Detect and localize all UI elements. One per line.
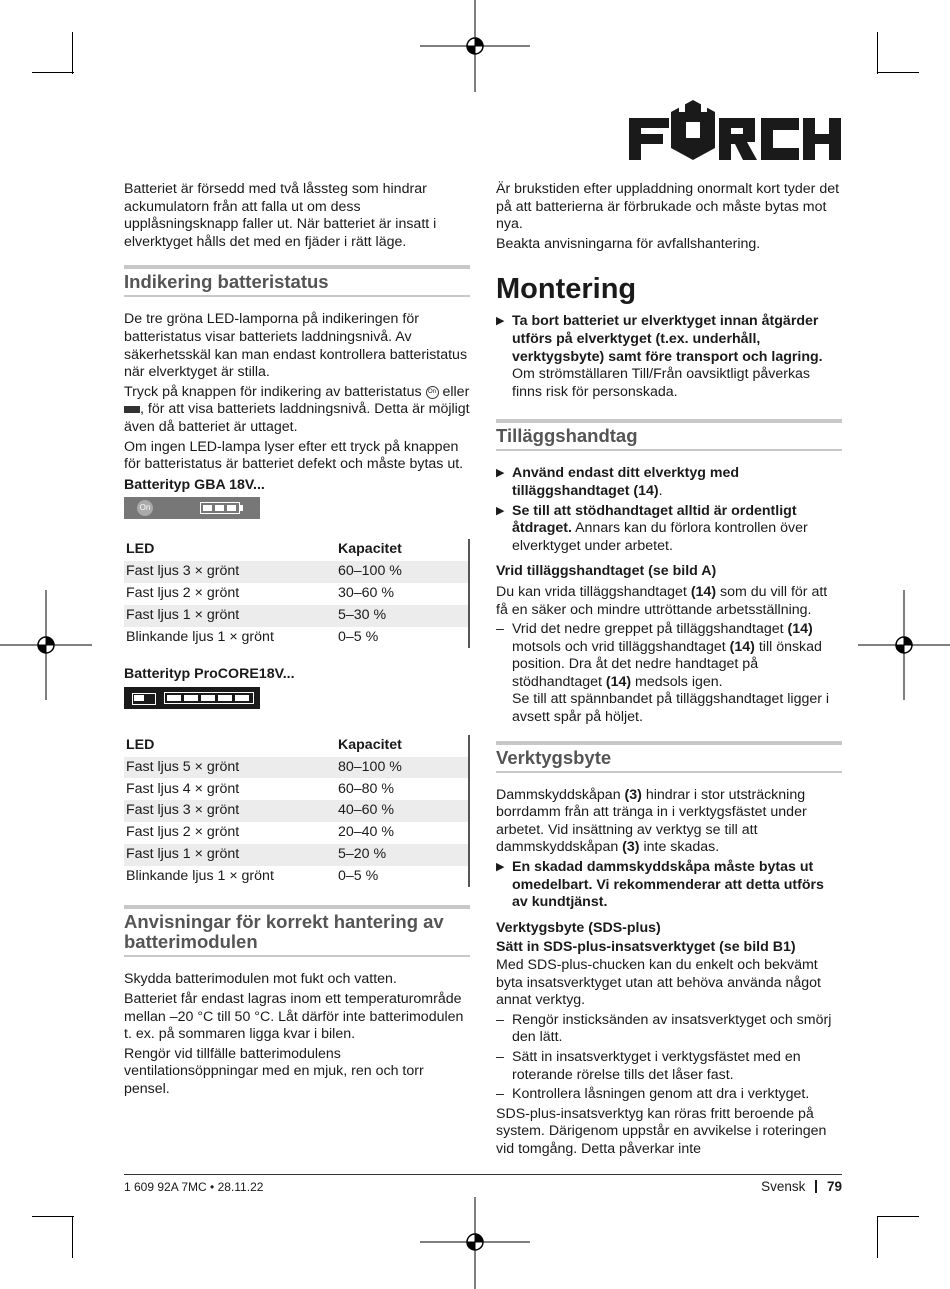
warning-bullet	[496, 465, 842, 500]
heading-montering: Montering	[496, 273, 637, 306]
registration-mark-top	[420, 0, 530, 92]
text-span: Om strömställaren Till/Från oavsiktligt påverkas finns risk för personskada.	[512, 366, 811, 400]
intro-paragraph: Batteriet är försedd med två låssteg som hindrar ackumulatorn från att falla ut om dess upplåsningsknapp faller ut. När batteriet är insatt i elverktyget hålls det med en fjäder i rätt läge.	[124, 181, 437, 250]
text-span: Dammskyddskåpan	[496, 786, 625, 803]
battery-type-procore-label: Batterityp ProCORE18V...	[124, 666, 295, 683]
table-cell: Blinkande ljus 1 × grönt	[126, 628, 274, 645]
battery-status-paragraph-2	[124, 384, 470, 437]
crop-mark	[877, 32, 878, 74]
section-title-battery-handling: Anvisningar för korrekt hantering av batterimodulen	[124, 905, 470, 957]
warning-bullet	[496, 859, 842, 912]
table-cell: Fast ljus 2 × grönt	[126, 585, 240, 601]
table-cell: Blinkande ljus 1 × grönt	[126, 867, 274, 884]
rotate-handle-label: Vrid tilläggshandtaget (se bild A)	[496, 563, 717, 580]
handling-paragraph-3: Rengör vid tillfälle batterimodulens ventilationsöppningar med en mjuk, ren och torr pensel.	[124, 1045, 424, 1098]
sds-insert-label: Sätt in SDS-plus-insatsverktyget (se bild B1)	[496, 939, 796, 956]
table-header: LED	[126, 541, 155, 558]
text-span: Du kan vrida tilläggshandtaget	[496, 583, 691, 600]
led-bar-graphic	[164, 692, 254, 704]
dash-marker: –	[496, 1086, 504, 1103]
crop-mark	[72, 1216, 73, 1258]
crop-mark	[32, 1216, 74, 1217]
text-span: motsols och vrid tilläggshandtaget	[512, 638, 730, 655]
on-button-icon: On	[426, 386, 439, 399]
text-span: Vrid det nedre greppet på tilläggshandtaget	[512, 621, 788, 638]
table-cell: 0–5 %	[336, 627, 469, 649]
sds-plus-label: Verktygsbyte (SDS-plus)	[496, 919, 661, 936]
on-button-graphic: On	[137, 500, 153, 516]
dash-item	[496, 1012, 842, 1047]
dash-item	[496, 1086, 842, 1104]
table-header: LED	[126, 736, 155, 753]
text-span: Annars kan du förlora kontrollen över elverktyget under arbetet.	[512, 520, 808, 554]
battery-life-paragraph: Är brukstiden efter uppladdning onormalt kort tyder det på att batterierna är förbrukade och måste bytas mot nya.	[496, 181, 840, 233]
section-title-battery-status: Indikering batteristatus	[124, 265, 470, 297]
text-span: Se till att spännbandet på tilläggshandtaget ligger i avsett spår på höljet.	[512, 691, 830, 726]
document-code: 1 609 92A 7MC • 28.11.22	[124, 1180, 264, 1194]
table-cell: 80–100 %	[336, 757, 469, 779]
reference-number: (14)	[690, 583, 717, 600]
bold-text: Använd endast ditt elverktyg med tilläggshandtaget (14)	[512, 465, 740, 499]
table-cell: Fast ljus 1 × grönt	[124, 844, 336, 866]
crop-mark	[877, 72, 919, 73]
bold-text: En skadad dammskyddskåpa måste bytas ut omedelbart. Vi rekommenderar att detta utförs av kundtjänst.	[512, 859, 824, 911]
crop-mark	[32, 72, 74, 73]
sds-paragraph-2: SDS-plus-insatsverktyg kan röras fritt beroende på system. Därigenom uppstår en avvikelse i roteringen vid tomgång. Detta påverkar inte	[496, 1105, 827, 1157]
table-cell: 40–60 %	[336, 800, 469, 822]
table-cell: Fast ljus 3 × grönt	[124, 800, 336, 822]
page-number: 79	[826, 1179, 842, 1194]
text-span: Kontrollera låsningen genom att dra i verktyget.	[512, 1086, 810, 1103]
warning-bullet	[496, 503, 842, 556]
registration-mark-bottom	[420, 1197, 530, 1289]
footer-language: Svensk	[761, 1179, 806, 1194]
text-span: som du vill för att få en säker och mindre uttröttande arbetsställning.	[496, 583, 828, 618]
crop-mark	[72, 32, 73, 74]
section-title-tool-change: Verktygsbyte	[496, 741, 842, 773]
footer-separator	[815, 1180, 817, 1193]
table-cell: 30–60 %	[336, 583, 469, 605]
table-cell: 5–20 %	[336, 844, 469, 866]
battery-status-paragraph-1: De tre gröna LED-lamporna på indikeringen för batteristatus visar batteriets laddningsnivå. Av säkerhetsskäl kan man endast kontrollera batteristatus när elverktyget är stilla.	[124, 311, 468, 381]
dash-item	[496, 1049, 842, 1084]
crop-mark	[877, 1216, 878, 1258]
text-span: .	[658, 482, 663, 499]
text-span: Sätt in insatsverktyget i verktygsfästet med en roterande rörelse tills det låser fast.	[512, 1048, 801, 1083]
table-header: Kapacitet	[336, 735, 469, 757]
reference-number: (3)	[624, 786, 642, 803]
table-cell: 60–80 %	[336, 778, 469, 800]
dash-marker: –	[496, 621, 504, 638]
text-span: till önskad position. Dra åt det nedre handtaget på stödhandtaget	[512, 638, 822, 690]
footer-rule	[124, 1174, 842, 1175]
led-table-gba	[124, 539, 470, 648]
text-span: inte skadas.	[639, 839, 720, 856]
handling-paragraph-1: Skydda batterimodulen mot fukt och vatten.	[124, 971, 397, 988]
section-title-auxiliary-handle: Tilläggshandtag	[496, 419, 842, 451]
text-span: eller	[442, 383, 470, 400]
sds-paragraph-1: Med SDS-plus-chucken kan du enkelt och bekvämt byta insatsverktyget utan att behöva använda något annat verktyg.	[496, 957, 821, 1009]
table-cell: 5–30 %	[336, 605, 469, 627]
text-span: Rengör insticksänden av insatsverktyget och smörj den lätt.	[512, 1011, 832, 1046]
battery-status-paragraph-3: Om ingen LED-lampa lyser efter ett tryck på knappen för batteristatus är batteriet defekt och måste bytas ut.	[124, 438, 464, 473]
disposal-paragraph: Beakta anvisningarna för avfallshantering.	[496, 235, 761, 252]
text-span: medsols igen.	[631, 673, 723, 690]
right-column	[496, 181, 842, 1161]
battery-icon	[124, 406, 140, 413]
brand-logo-graphic	[627, 98, 843, 162]
footer-page-info	[761, 1179, 842, 1194]
battery-indicator-procore	[124, 687, 260, 709]
dust-cap-paragraph	[496, 787, 842, 857]
table-cell: Fast ljus 3 × grönt	[124, 561, 336, 583]
left-column	[124, 181, 470, 1101]
dash-marker: –	[496, 1011, 504, 1028]
text-span: , för att visa batteriets laddningsnivå. Detta är möjligt även då batteriet är uttaget.	[124, 401, 470, 435]
arrow-bullet-icon: ▶	[496, 467, 505, 480]
registration-mark-left	[0, 590, 92, 700]
led-table-procore	[124, 735, 470, 888]
warning-bullet	[496, 313, 842, 401]
rotate-handle-paragraph	[496, 584, 842, 619]
table-cell: Fast ljus 2 × grönt	[126, 824, 240, 841]
bold-text: Ta bort batteriet ur elverktyget innan åtgärder utförs på elverktyget (t.ex. underhåll, verktygsbyte) samt före transport och lagring.	[512, 313, 823, 365]
table-cell: Fast ljus 5 × grönt	[124, 757, 336, 779]
led-bar-graphic	[200, 502, 240, 514]
reference-number: (14)	[605, 673, 632, 690]
table-cell: Fast ljus 1 × grönt	[124, 605, 336, 627]
registration-mark-right	[858, 590, 950, 700]
crop-mark	[877, 1216, 919, 1217]
text-span: Tryck på knappen för indikering av batteristatus	[124, 383, 422, 400]
table-cell: 20–40 %	[336, 822, 469, 844]
table-cell: 0–5 %	[336, 866, 469, 888]
text-span: hindrar i stor utsträckning borrdamm från att tränga in i verktygsfästet under arbetet. Vid insättning av verktyg se till att dammskyddskåpan	[496, 786, 807, 856]
dash-item	[496, 621, 842, 727]
brand-logo	[627, 98, 843, 162]
table-header: Kapacitet	[336, 539, 469, 561]
table-cell: 60–100 %	[336, 561, 469, 583]
reference-number: (14)	[729, 638, 755, 655]
reference-number: (3)	[622, 839, 640, 856]
dash-marker: –	[496, 1048, 504, 1065]
battery-indicator-gba	[124, 497, 260, 519]
arrow-bullet-icon: ▶	[496, 504, 505, 517]
arrow-bullet-icon: ▶	[496, 861, 505, 874]
handling-paragraph-2: Batteriet får endast lagras inom ett temperaturområde mellan –20 °C till 50 °C. Låt därför inte batterimodulen t. ex. på sommaren ligga kvar i bilen.	[124, 991, 464, 1043]
arrow-bullet-icon: ▶	[496, 315, 505, 328]
battery-type-gba-label: Batterityp GBA 18V...	[124, 476, 265, 493]
bold-text: Se till att stödhandtaget alltid är ordentligt åtdraget.	[512, 502, 797, 537]
table-cell: Fast ljus 4 × grönt	[126, 780, 240, 797]
reference-number: (14)	[787, 621, 813, 638]
